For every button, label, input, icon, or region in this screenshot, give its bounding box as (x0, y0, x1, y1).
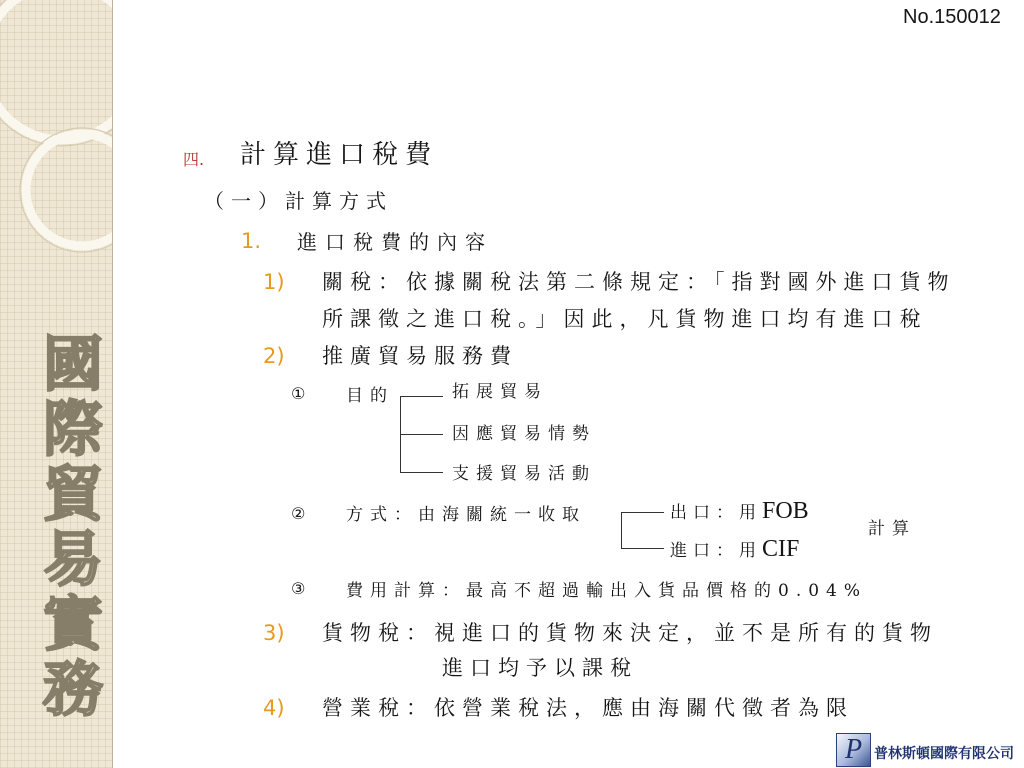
method-branch-import (670, 537, 799, 561)
heading-title: 計算進口稅費 (240, 140, 439, 170)
sidebar-title: 國際貿易實務 (33, 332, 103, 722)
sidebar (0, 0, 113, 768)
purpose-marker: ① (291, 384, 306, 403)
item3-marker: 3) (263, 621, 285, 645)
point-marker: 1. (241, 229, 262, 253)
point-title: 進口稅費的內容 (297, 230, 493, 254)
bracket-tick (622, 512, 664, 513)
item2-marker: 2) (263, 344, 285, 368)
item4-text: 營業稅：依營業稅法，應由海關代徵者為限 (322, 696, 854, 720)
branch-term: FOB (762, 498, 809, 524)
purpose-label: 目的 (346, 386, 394, 406)
purpose-branch: 因應貿易情勢 (452, 424, 596, 444)
item4-marker: 4) (263, 696, 285, 720)
item1-line: 關稅：依據關稅法第二條規定：「指對國外進口貨物 (322, 270, 956, 294)
purpose-branch: 支援貿易活動 (452, 464, 596, 484)
purpose-branch: 拓展貿易 (452, 382, 548, 402)
item1-marker: 1) (263, 270, 285, 294)
heading-marker: 四. (183, 150, 205, 169)
item2-title: 推廣貿易服務費 (322, 344, 518, 368)
item3-line: 進口均予以課稅 (442, 656, 638, 680)
method-bracket (621, 512, 622, 549)
subheading: （一）計算方式 (204, 189, 393, 213)
method-branch-export (670, 499, 809, 523)
company-logo-icon (836, 733, 871, 767)
branch-prefix: 進口：用 (670, 541, 762, 561)
branch-prefix: 出口：用 (670, 503, 762, 523)
logo-letter: P (844, 734, 863, 765)
company-name: 普林斯頓國際有限公司 (874, 746, 1014, 762)
method-note: 計算 (868, 519, 916, 539)
branch-term: CIF (762, 536, 800, 562)
bracket-tick (401, 396, 443, 397)
bracket-tick (401, 434, 443, 435)
decorative-rings (0, 0, 112, 300)
method-marker: ② (291, 504, 306, 523)
slide-number: No.150012 (903, 6, 1001, 28)
bracket-tick (622, 548, 664, 549)
fee-marker: ③ (291, 579, 306, 598)
bracket-tick (401, 472, 443, 473)
fee-label: 費用計算：最高不超過輸出入貨品價格的0.04% (346, 581, 868, 601)
item3-line: 貨物稅：視進口的貨物來決定，並不是所有的貨物 (322, 621, 938, 645)
purpose-bracket (400, 396, 401, 473)
item1-line: 所課徵之進口稅。」因此，凡貨物進口均有進口稅 (322, 307, 928, 331)
method-label: 方式：由海關統一收取 (346, 505, 586, 525)
